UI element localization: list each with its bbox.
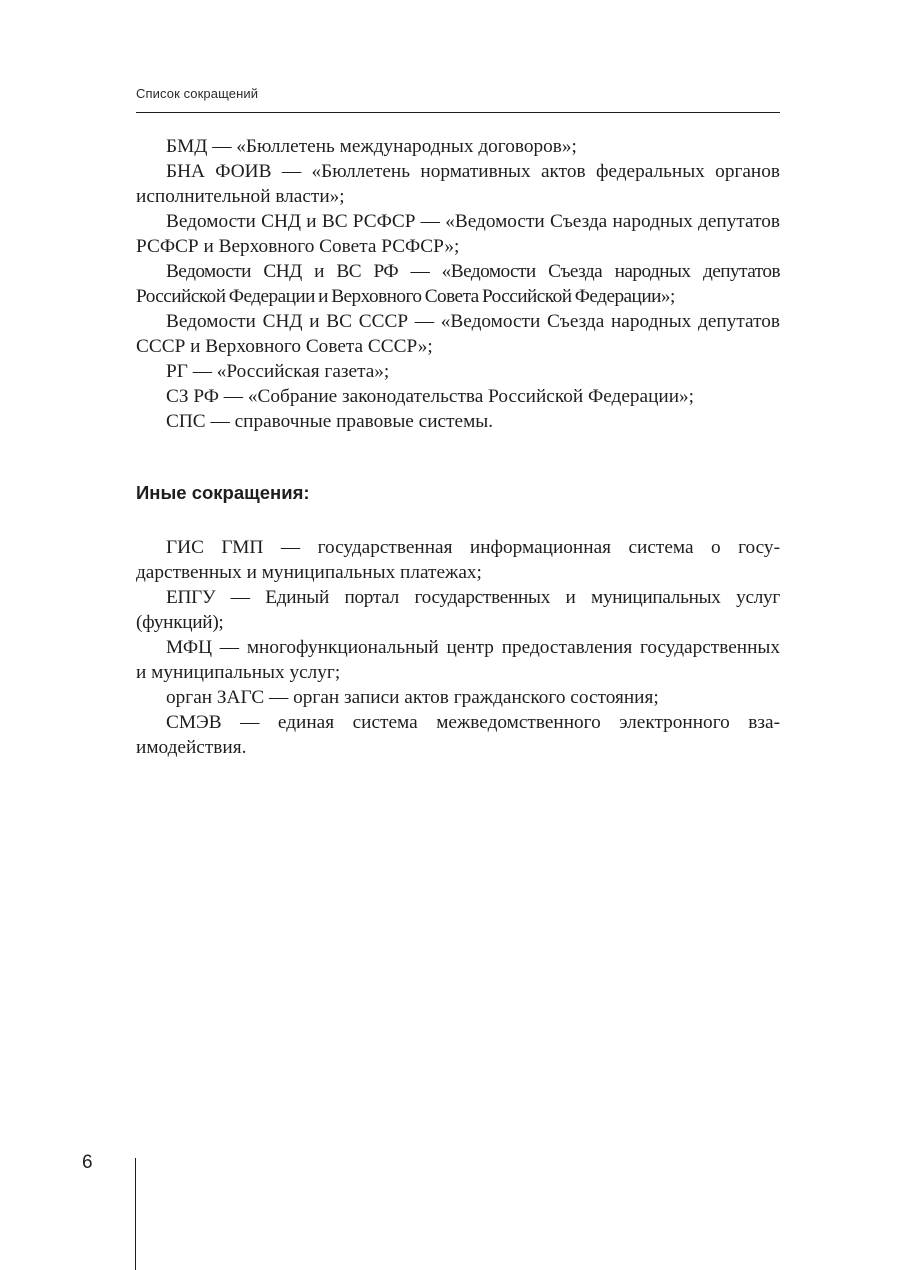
other-abbreviations-list [136,535,780,760]
section-heading: Иные сокращения: [136,482,310,503]
abbreviation-entry: Ведомости СНД и ВС РСФСР — «Ведомости Съезда народных депутатов РСФСР и Верховного Совета РСФСР»; [136,211,780,257]
abbreviation-entry: БНА ФОИВ — «Бюллетень нормативных актов федеральных органов исполнительной власти»; [136,161,780,207]
page-number-divider [135,1158,136,1270]
abbreviation-entry: орган ЗАГС — орган записи актов гражданского состояния; [166,687,659,708]
abbreviation-entry: СПС — справочные правовые системы. [166,411,494,432]
abbreviation-entry: БМД — «Бюллетень международных договоров»; [166,136,577,157]
abbreviation-entry: СМЭВ — единая система межведомственного электронного взаимодействия. [136,712,780,758]
sources-abbreviations-list [136,134,780,434]
header-divider [136,112,780,113]
abbreviation-entry: РГ — «Российская газета»; [166,361,390,382]
abbreviation-entry: Ведомости СНД и ВС РФ — «Ведомости Съезда народных депутатов Российской Федерации и Верховного Совета Российской Федерации»; [136,261,780,307]
abbreviation-entry: ГИС ГМП — государственная информационная система о государственных и муниципальных платежах; [136,537,780,583]
abbreviation-entry: Ведомости СНД и ВС СССР — «Ведомости Съезда народных депутатов СССР и Верховного Совета СССР»; [136,311,780,357]
abbreviation-entry: ЕПГУ — Единый портал государственных и муниципальных услуг (функций); [136,587,780,633]
abbreviation-entry: МФЦ — многофункциональный центр предоставления государственных и муниципальных услуг; [136,637,780,683]
running-head: Список сокращений [136,86,259,101]
abbreviation-entry: СЗ РФ — «Собрание законодательства Российской Федерации»; [166,386,695,407]
page-number: 6 [82,1152,93,1173]
